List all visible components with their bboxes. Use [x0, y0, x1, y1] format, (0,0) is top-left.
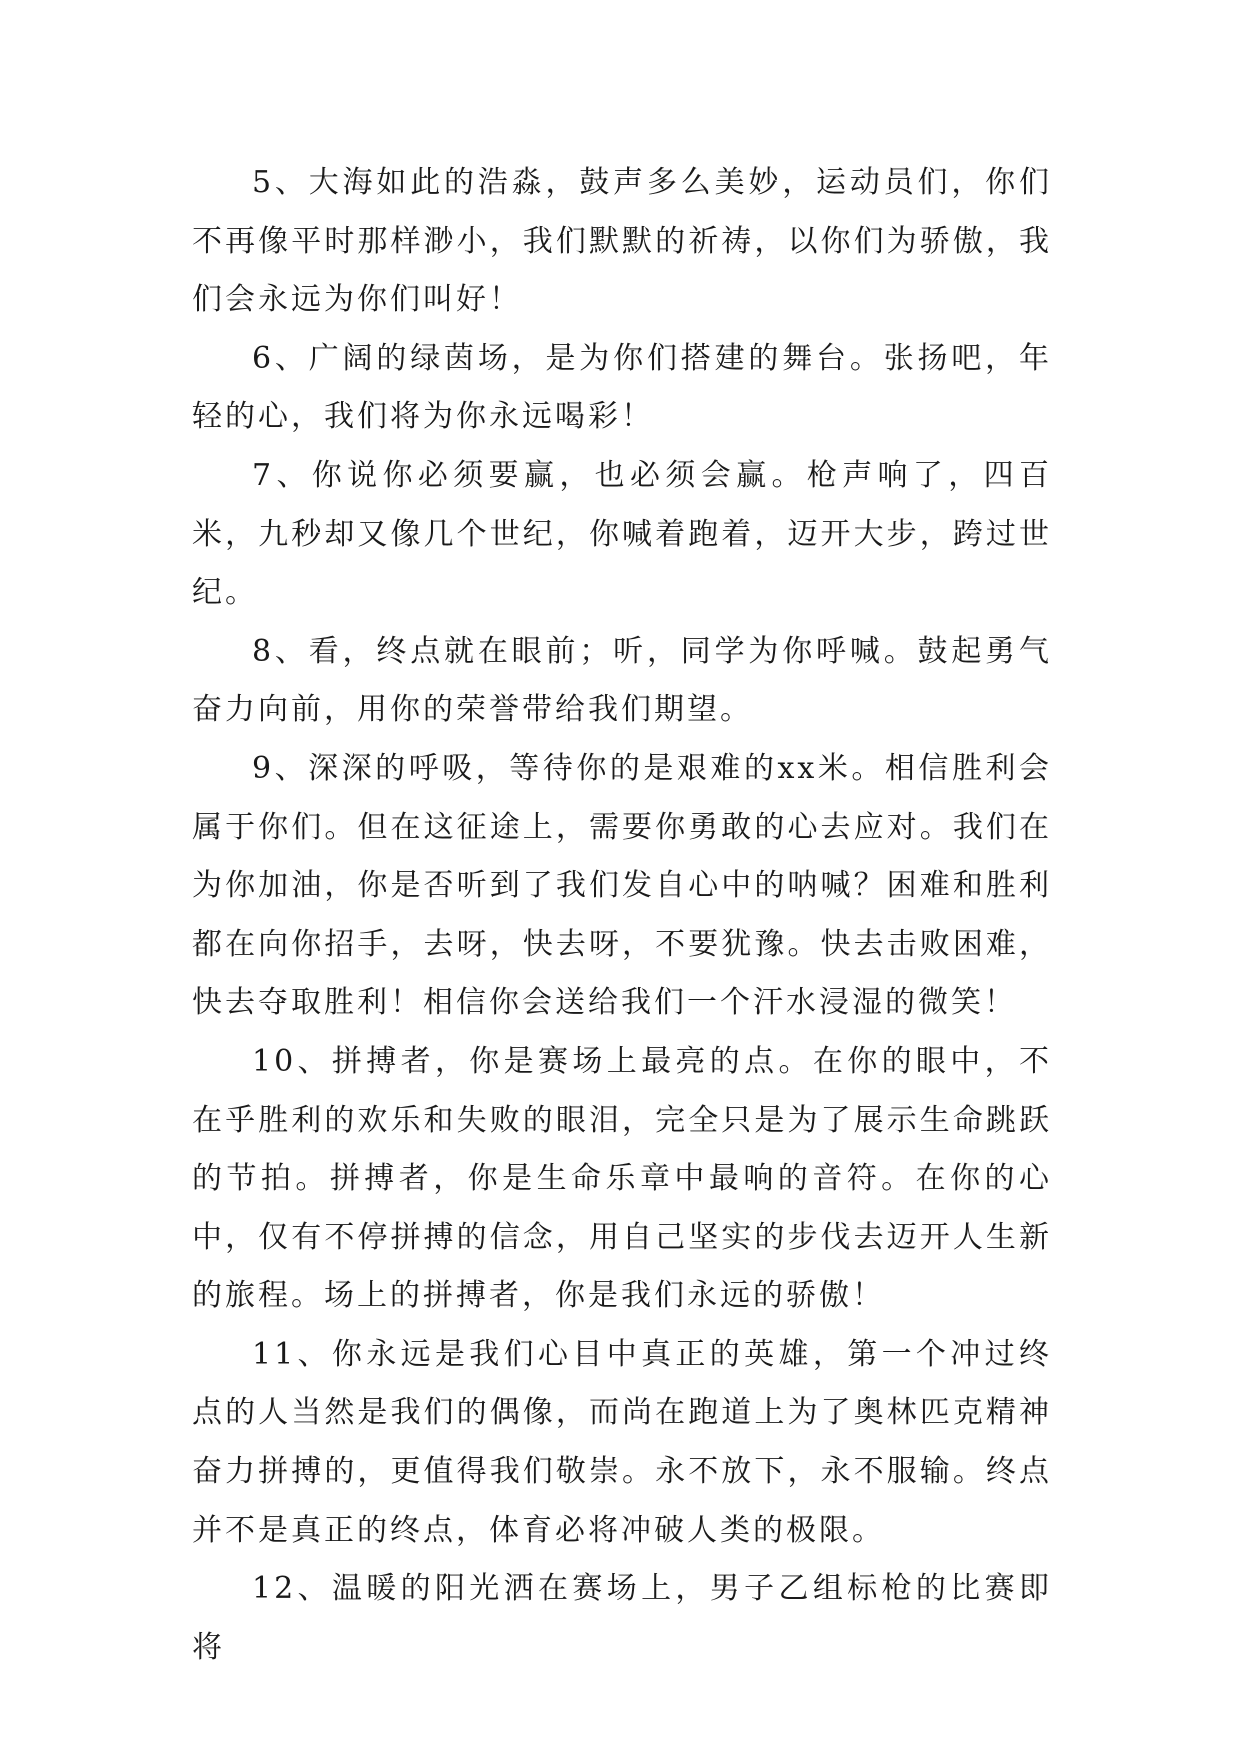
paragraph-5: 5、大海如此的浩淼，鼓声多么美妙，运动员们，你们不再像平时那样渺小，我们默默的祈祷，以你们为骄傲，我们会永远为你们叫好！ [192, 165, 1052, 318]
paragraph-6: 6、广阔的绿茵场，是为你们搭建的舞台。张扬吧，年轻的心，我们将为你永远喝彩！ [192, 340, 1052, 435]
paragraph-7: 7、你说你必须要赢，也必须会赢。枪声响了，四百米，九秒却又像几个世纪，你喊着跑着，迈开大步，跨过世纪。 [192, 457, 1052, 611]
paragraph-8: 8、看，终点就在眼前；听，同学为你呼喊。鼓起勇气奋力向前，用你的荣誉带给我们期望。 [192, 633, 1052, 728]
paragraph-11: 11、你永远是我们心目中真正的英雄，第一个冲过终点的人当然是我们的偶像，而尚在跑道上为了奥林匹克精神奋力拼搏的，更值得我们敬崇。永不放下，永不服输。终点并不是真正的终点，体育必将冲破人类的极限。 [192, 1336, 1052, 1548]
paragraph-12: 12、温暖的阳光洒在赛场上，男子乙组标枪的比赛即将 [192, 1571, 1052, 1665]
paragraph-10: 10、拼搏者，你是赛场上最亮的点。在你的眼中，不在乎胜利的欢乐和失败的眼泪，完全只是为了展示生命跳跃的节拍。拼搏者，你是生命乐章中最响的音符。在你的心中，仅有不停拼搏的信念，用自己坚实的步伐去迈开人生新的旅程。场上的拼搏者，你是我们永远的骄傲！ [192, 1043, 1052, 1314]
paragraph-9: 9、深深的呼吸，等待你的是艰难的xx米。相信胜利会属于你们。但在这征途上，需要你勇敢的心去应对。我们在为你加油，你是否听到了我们发自心中的呐喊？困难和胜利都在向你招手，去呀，快去呀，不要犹豫。快去击败困难，快去夺取胜利！相信你会送给我们一个汗水浸湿的微笑！ [192, 750, 1052, 1021]
document-body [192, 154, 1052, 1677]
